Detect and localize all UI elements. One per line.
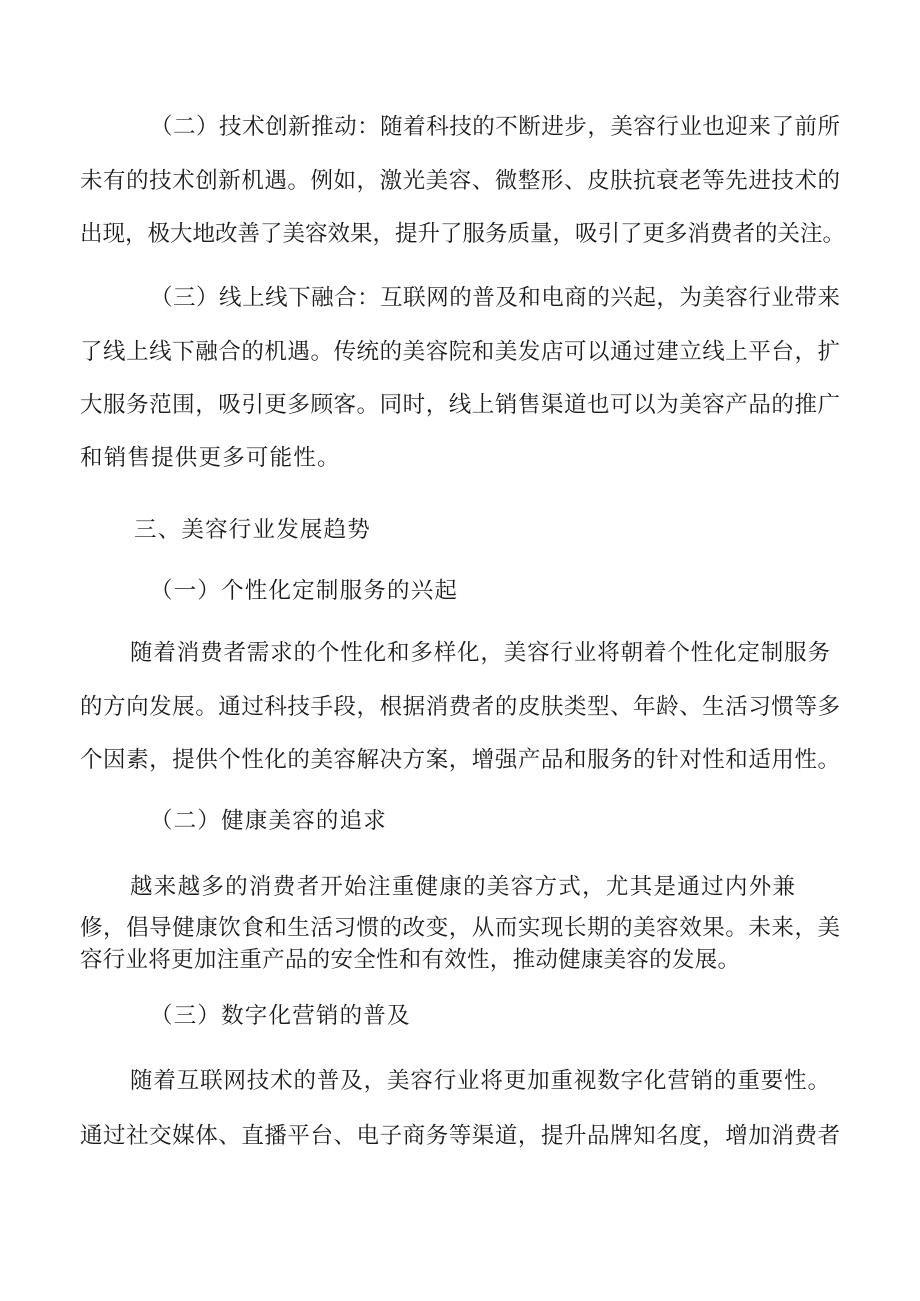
paragraph-line: 大服务范围，吸引更多顾客。同时，线上销售渠道也可以为美容产品的推广 [80, 392, 840, 418]
subsection-title: （三）数字化营销的普及 [150, 1003, 411, 1029]
paragraph-line: 容行业将更加注重产品的安全性和有效性，推动健康美容的发展。 [80, 947, 740, 973]
paragraph-line: 越来越多的消费者开始注重健康的美容方式，尤其是通过内外兼 [130, 874, 795, 900]
paragraph-line: 修，倡导健康饮食和生活习惯的改变，从而实现长期的美容效果。未来，美 [80, 915, 840, 941]
paragraph-line: 和销售提供更多可能性。 [80, 445, 341, 471]
paragraph-line: 了线上线下融合的机遇。传统的美容院和美发店可以通过建立线上平台，扩 [80, 339, 840, 365]
paragraph-line: 随着消费者需求的个性化和多样化，美容行业将朝着个性化定制服务 [130, 640, 830, 666]
paragraph-line: 出现，极大地改善了美容效果，提升了服务质量，吸引了更多消费者的关注。 [80, 221, 846, 247]
section-heading: 三、美容行业发展趋势 [134, 517, 372, 543]
paragraph-line: （二）技术创新推动：随着科技的不断进步，美容行业也迎来了前所 [150, 114, 840, 140]
paragraph-line: 随着互联网技术的普及，美容行业将更加重视数字化营销的重要性。 [130, 1068, 830, 1094]
paragraph-line: 未有的技术创新机遇。例如，激光美容、微整形、皮肤抗衰老等先进技术的 [80, 168, 840, 194]
paragraph-line: 的方向发展。通过科技手段，根据消费者的皮肤类型、年龄、生活习惯等多 [80, 694, 840, 720]
paragraph-line: 通过社交媒体、直播平台、电子商务等渠道，提升品牌知名度，增加消费者 [80, 1123, 840, 1149]
paragraph-line: 个因素，提供个性化的美容解决方案，增强产品和服务的针对性和适用性。 [80, 747, 840, 773]
paragraph-line: （三）线上线下融合：互联网的普及和电商的兴起，为美容行业带来 [150, 285, 840, 311]
subsection-title: （一）个性化定制服务的兴起 [150, 578, 459, 604]
subsection-title: （二）健康美容的追求 [150, 808, 388, 834]
